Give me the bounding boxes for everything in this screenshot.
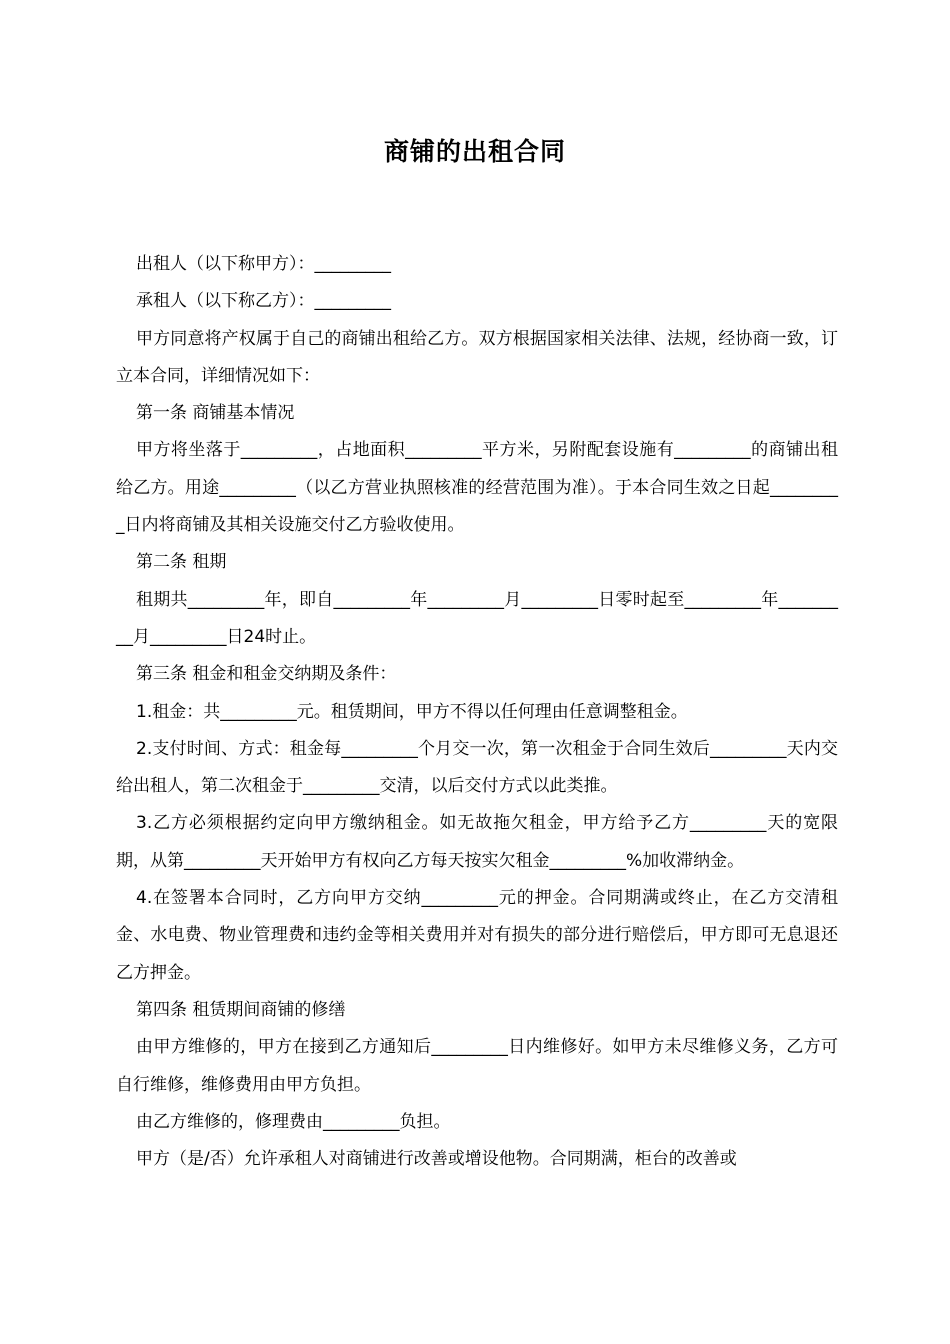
article-3-heading: 第三条 租金和租金交纳期及条件： [136, 664, 397, 685]
party-b-line: 承租人（以下称乙方）：_________ [136, 291, 391, 312]
document-body [116, 246, 838, 1178]
article-3-item-4: 4.在签署本合同时，乙方向甲方交纳_________元的押金。合同期满或终止，在乙方交清租金、水电费、物业管理费和违约金等相关费用并对有损失的部分进行赔偿后，甲方即可无息退还乙方押金。 [116, 888, 838, 983]
article-3-item-2: 2.支付时间、方式：租金每_________个月交一次，第一次租金于合同生效后_________天内交给出租人，第二次租金于_________交清，以后交付方式以此类推。 [116, 738, 838, 797]
article-4-heading: 第四条 租赁期间商铺的修缮 [136, 999, 346, 1020]
article-1-heading: 第一条 商铺基本情况 [136, 403, 295, 424]
article-3-item-3: 3.乙方必须根据约定向甲方缴纳租金。如无故拖欠租金，甲方给予乙方_________天的宽限期，从第_________天开始甲方有权向乙方每天按实欠租金_________%加收滞纳金。 [116, 813, 838, 871]
article-1-paragraph: 甲方将坐落于_________，占地面积_________平方米，另附配套设施有_________的商铺出租给乙方。用途_________（以乙方营业执照核准的经营范围为准）。于本合同生效之日起_________日内将商铺及其相关设施交付乙方验收使用。 [116, 440, 838, 536]
article-4-paragraph-2: 由乙方维修的，修理费由_________负担。 [136, 1111, 451, 1132]
article-2-paragraph: 租期共_________年，即自_________年_________月_________日零时起至_________年_________月_________日24时止。 [116, 589, 838, 647]
article-4-paragraph-3: 甲方（是/否）允许承租人对商铺进行改善或增设他物。合同期满，柜台的改善或 [136, 1149, 737, 1170]
party-a-line: 出租人（以下称甲方）：_________ [136, 254, 391, 274]
article-3-item-1: 1.租金：共_________元。租赁期间，甲方不得以任何理由任意调整租金。 [136, 701, 688, 722]
article-2-heading: 第二条 租期 [136, 552, 227, 573]
document-title: 商铺的出租合同 [383, 137, 566, 166]
article-4-paragraph-1: 由甲方维修的，甲方在接到乙方通知后_________日内维修好。如甲方未尽维修义务，乙方可自行维修，维修费用由甲方负担。 [116, 1037, 838, 1095]
intro-paragraph: 甲方同意将产权属于自己的商铺出租给乙方。双方根据国家相关法律、法规，经协商一致，订立本合同，详细情况如下： [116, 328, 838, 386]
